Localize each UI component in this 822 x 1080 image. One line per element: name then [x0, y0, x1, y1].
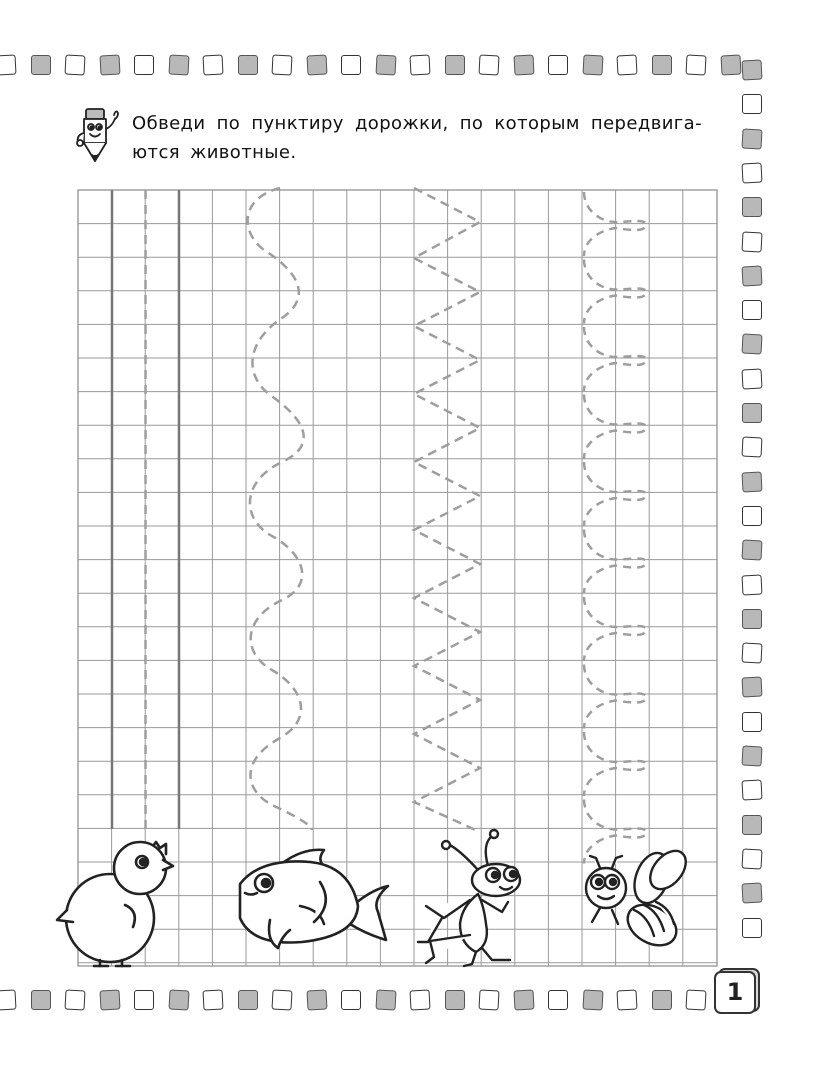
instruction-text: Обведи по пунктиру дорожки, по которым передвига-ются животные.: [132, 113, 702, 163]
page-number-badge: [714, 968, 762, 1014]
grid: [78, 190, 717, 966]
page-number: 1: [714, 971, 756, 1014]
